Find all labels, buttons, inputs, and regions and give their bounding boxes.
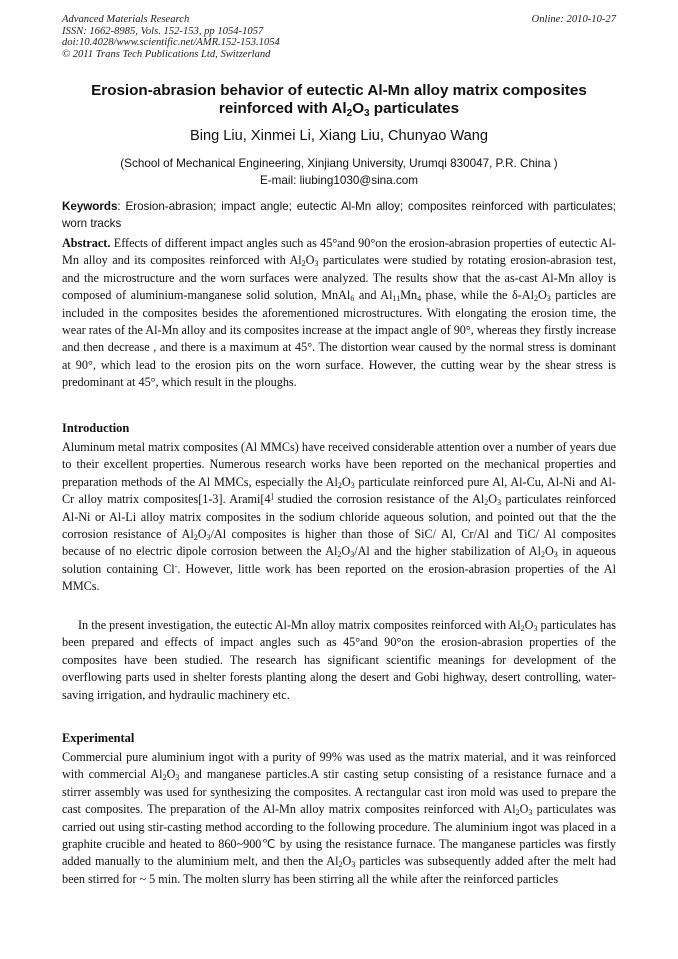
running-header: [62, 14, 616, 60]
affiliation: (School of Mechanical Engineering, Xinjiang University, Urumqi 830047, P.R. China ): [120, 157, 558, 170]
affiliation-block: [62, 155, 616, 189]
copyright-line: © 2011 Trans Tech Publications Ltd, Switzerland: [62, 48, 271, 60]
journal-name: Advanced Materials Research: [62, 14, 190, 25]
introduction-paragraph-1: Aluminum metal matrix composites (Al MMCs) have received considerable attention over a number of years due to their excellent properties. Numerous research works have been reported on the mechanical properties and preparation methods of the Al MMCs, especially the $Al_2O_3$ particulate reinforced pure Al, Al-Cu, Al-Ni and Al-Cr alloy matrix composites[1-3]. Arami[4] studied the corrosion resistance of the $Al_2O_3$ particulates reinforced Al-Ni or Al-Li alloy matrix composites in the sodium chloride aqueous solution, and pointed out that the the corrosion resistance of $Al_2O_3/Al$ composites is higher than those of SiC/ Al, Cr/Al and TiC/ Al composites because of no electric dipole corrosion between the $Al_2O_3/Al$ and the higher stabilization of $Al_2O_3$ in aqueous solution containing Cl-. However, little work has been reported on the erosion-abrasion properties of the Al MMCs.: [62, 440, 616, 594]
email: E-mail: liubing1030@sina.com: [259, 174, 419, 187]
keywords-label: Keywords: [62, 200, 118, 213]
title-line-1: Erosion-abrasion behavior of eutectic Al-Mn alloy matrix composites: [91, 82, 587, 99]
abstract: Abstract. Effects of different impact angles such as 45°and 90°on the erosion-abrasion properties of eutectic Al-Mn alloy and its composites reinforced with $Al_2O_3$ particulates were studied by rotating erosion-abrasion test, and the microstructure and the worn surfaces were analyzed. The results show that the as-cast Al-Mn alloy is composed of aluminium-manganese solid solution, MnAl$_6$ and $Al_{11}Mn_4$ phase, while the $\delta-Al_2O_3$ particles are included in the composites besides the aforementioned microstructures. With elongating the erosion time, the wear rates of the Al-Mn alloy and its composites increase at the impact angle of 90°, whereas they firstly increase and then decrease , and there is a maximum at 45°. The distortion wear caused by the normal stress is dominant at 90°, which lead to the erosion pits on the worn surface. However, the cutting wear by the shear stress is predominant at 45°, which result in the ploughs.: [62, 236, 616, 390]
experimental-heading: Experimental: [62, 731, 135, 745]
keywords: [62, 198, 616, 232]
keywords-text: : Erosion-abrasion; impact angle; eutectic Al-Mn alloy; composites reinforced with particulates; worn tracks: [62, 200, 616, 230]
abstract-label: Abstract.: [62, 236, 111, 250]
paper-title: [62, 82, 616, 118]
introduction-paragraph-2: In the present investigation, the eutectic Al-Mn alloy matrix composites reinforced with $Al_2O_3$ particulates has been prepared and effects of impact angles such as 45°and 90°on the erosion-abrasion properties of the composites have been studied. The research has significant scientific meanings for development of the overflowing parts used in shelter forests planting along the desert and Gobi highway, desert controlling, water-saving irrigation, and hydraulic machinery etc.: [62, 618, 616, 702]
introduction-heading: Introduction: [62, 421, 130, 435]
title-line-2: reinforced with Al2O3 particulates: [218, 100, 460, 119]
doi-line: doi:10.4028/www.scientific.net/AMR.152-153.1054: [62, 37, 280, 49]
author-list: Bing Liu, Xinmei Li, Xiang Liu, Chunyao Wang: [190, 128, 488, 144]
experimental-paragraph: Commercial pure aluminium ingot with a purity of 99% was used as the matrix material, and it was reinforced with commercial $Al_2O_3$ and manganese particles.A stir casting setup consisting of a resistance furnace and a stirrer assembly was used for synthesizing the composites. A rectangular cast iron mold was used to prepare the cast composites. The preparation of the Al-Mn alloy matrix composites reinforced with $Al_2O_3$ particulates was carried out using stir-casting method according to the following procedure. The aluminium ingot was placed in a graphite crucible and heated to 860~900℃ by using the resistance furnace. The manganese particles was firstly added manually to the aluminium melt, and then the $Al_2O_3$ particles was subsequently added after the melt had been stirred for ~ 5 min. The molten slurry has been stirring all the while after the reinforced particles: [62, 750, 617, 886]
issn-line: ISSN: 1662-8985, Vols. 152-153, pp 1054-1057: [62, 25, 264, 37]
online-date: Online: 2010-10-27: [531, 14, 616, 25]
